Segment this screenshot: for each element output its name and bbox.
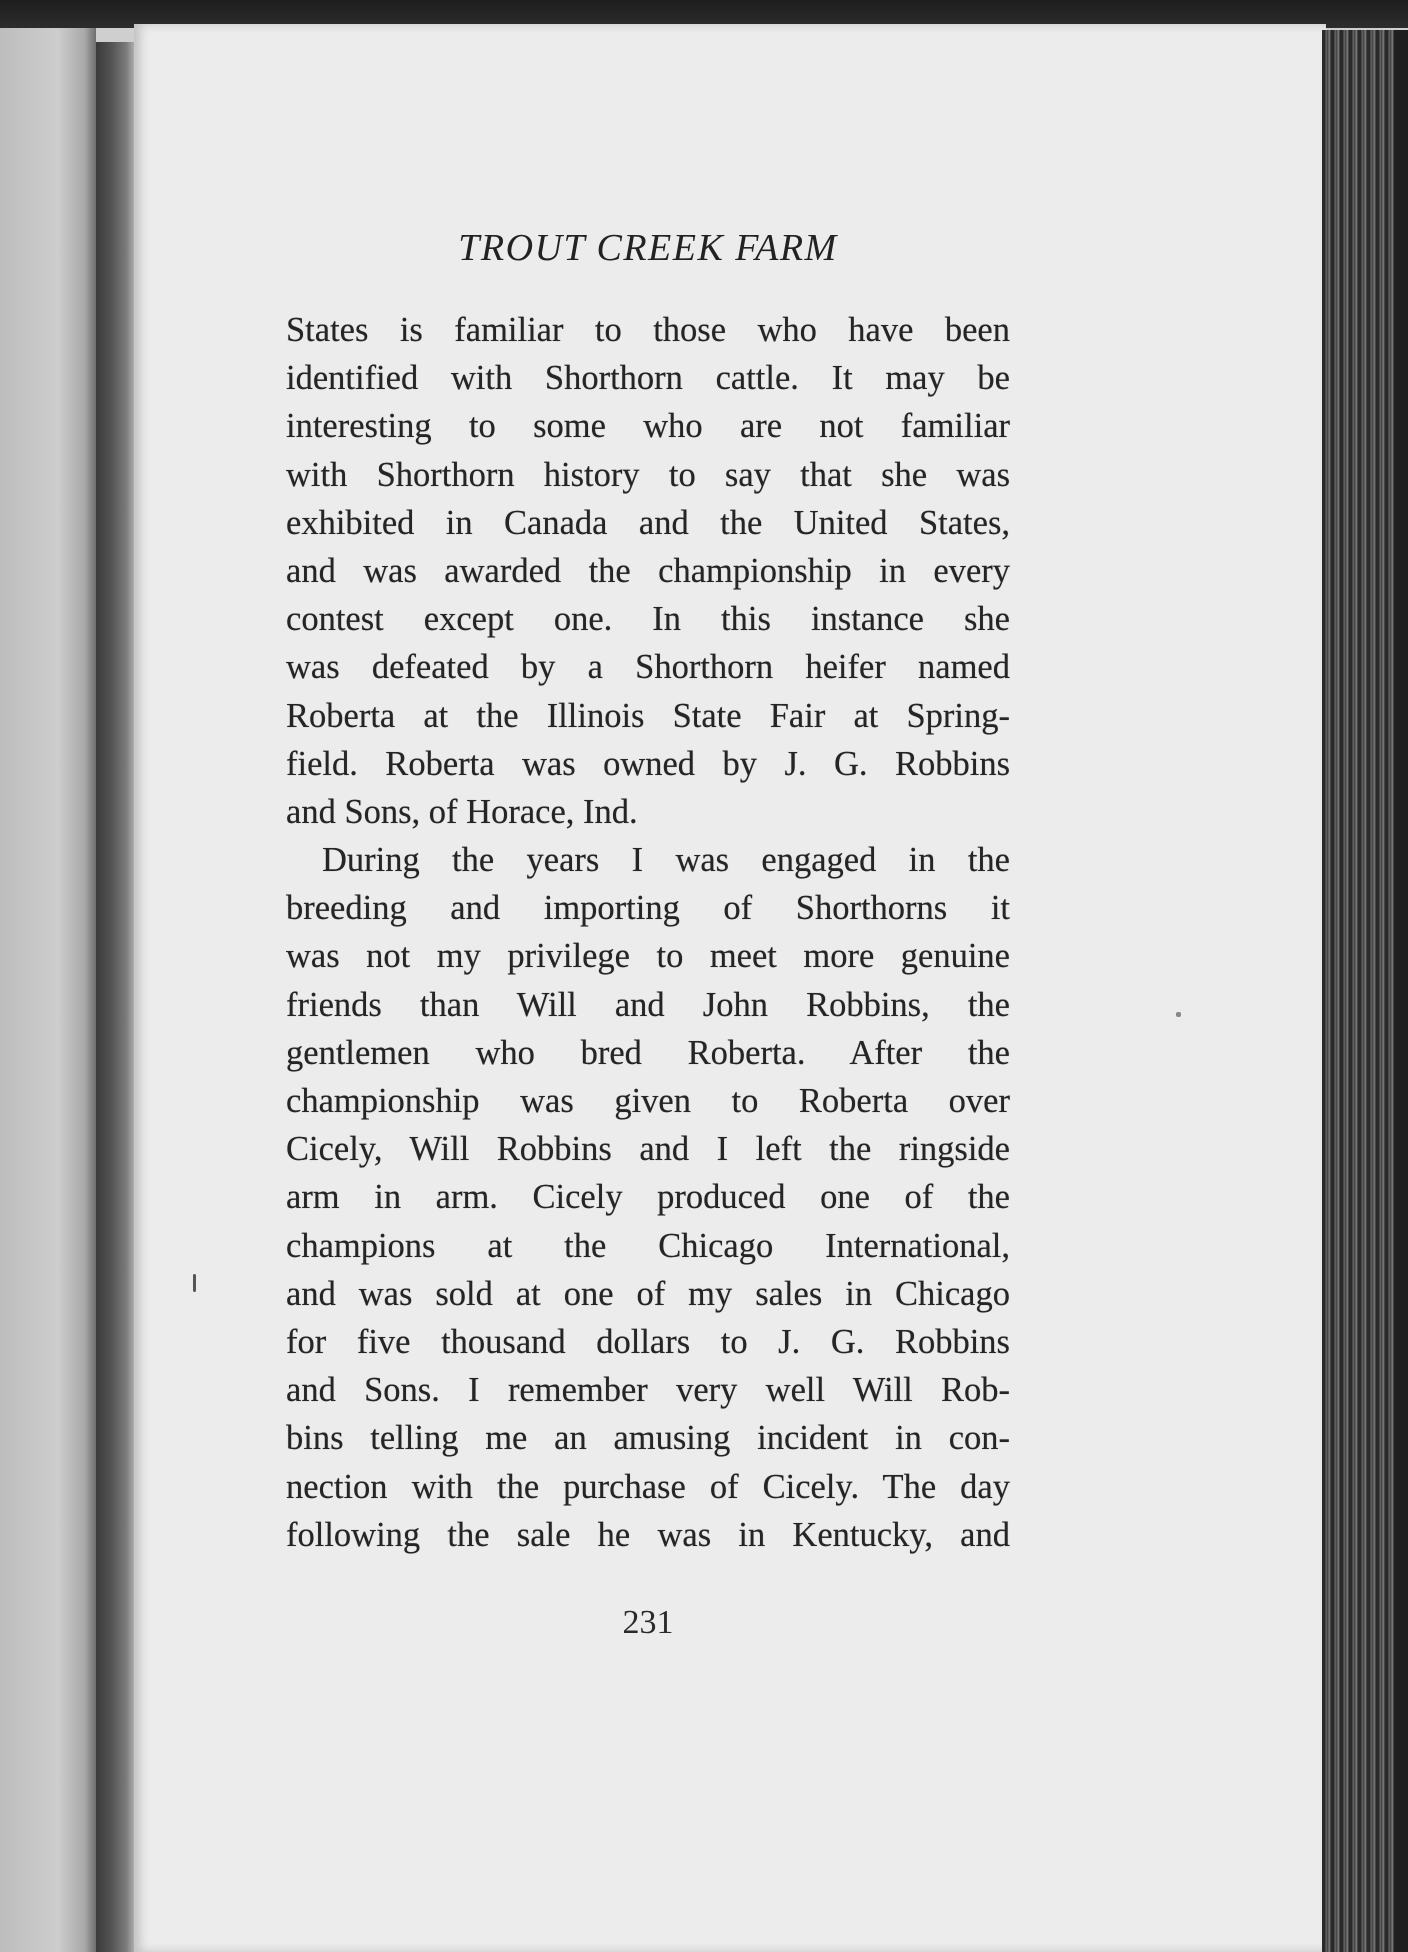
running-head: TROUT CREEK FARM [458,227,838,269]
page-number: 231 [622,1604,674,1641]
text-line: identified with Shorthorn cattle. It may be [286,359,1010,398]
text-line: During the years I was engaged in the [322,841,1010,880]
text-line: and Sons. I remember very well Will Rob- [286,1371,1010,1410]
text-line: and Sons, of Horace, Ind. [286,792,638,831]
text-line: field. Roberta was owned by J. G. Robbins [286,744,1010,783]
text-line: arm in arm. Cicely produced one of the [286,1178,1010,1217]
text-line: was defeated by a Shorthorn heifer named [286,648,1010,687]
text-line: for five thousand dollars to J. G. Robbins [286,1322,1010,1361]
facing-page-edge [0,28,96,1952]
text-line: following the sale he was in Kentucky, and [286,1515,1010,1554]
text-line: and was sold at one of my sales in Chicago [286,1274,1010,1313]
text-line: interesting to some who are not familiar [286,407,1010,446]
page-stack-edge [1322,30,1408,1952]
text-line: States is familiar to those who have been [286,311,1010,349]
text-line: Roberta at the Illinois State Fair at Spring- [286,696,1010,735]
text-line: was not my privilege to meet more genuine [286,937,1010,976]
text-line: Cicely, Will Robbins and I left the ringside [286,1130,1010,1169]
text-line: with Shorthorn history to say that she was [286,455,1010,494]
text-line: nection with the purchase of Cicely. The day [286,1467,1010,1506]
ink-speck [1176,1012,1181,1017]
text-line: championship was given to Roberta over [286,1082,1010,1120]
book-gutter [96,42,136,1952]
text-line: gentlemen who bred Roberta. After the [286,1033,1010,1072]
text-line: friends than Will and John Robbins, the [286,985,1010,1024]
text-line: bins telling me an amusing incident in con- [286,1419,1010,1458]
text-line: contest except one. In this instance she [286,600,1010,639]
body-text [286,306,1010,1559]
text-line: breeding and importing of Shorthorns it [286,889,1010,928]
text-line: champions at the Chicago International, [286,1226,1010,1265]
ink-speck [193,1274,196,1292]
text-line: exhibited in Canada and the United States, [286,503,1010,542]
text-line: and was awarded the championship in every [286,551,1010,590]
